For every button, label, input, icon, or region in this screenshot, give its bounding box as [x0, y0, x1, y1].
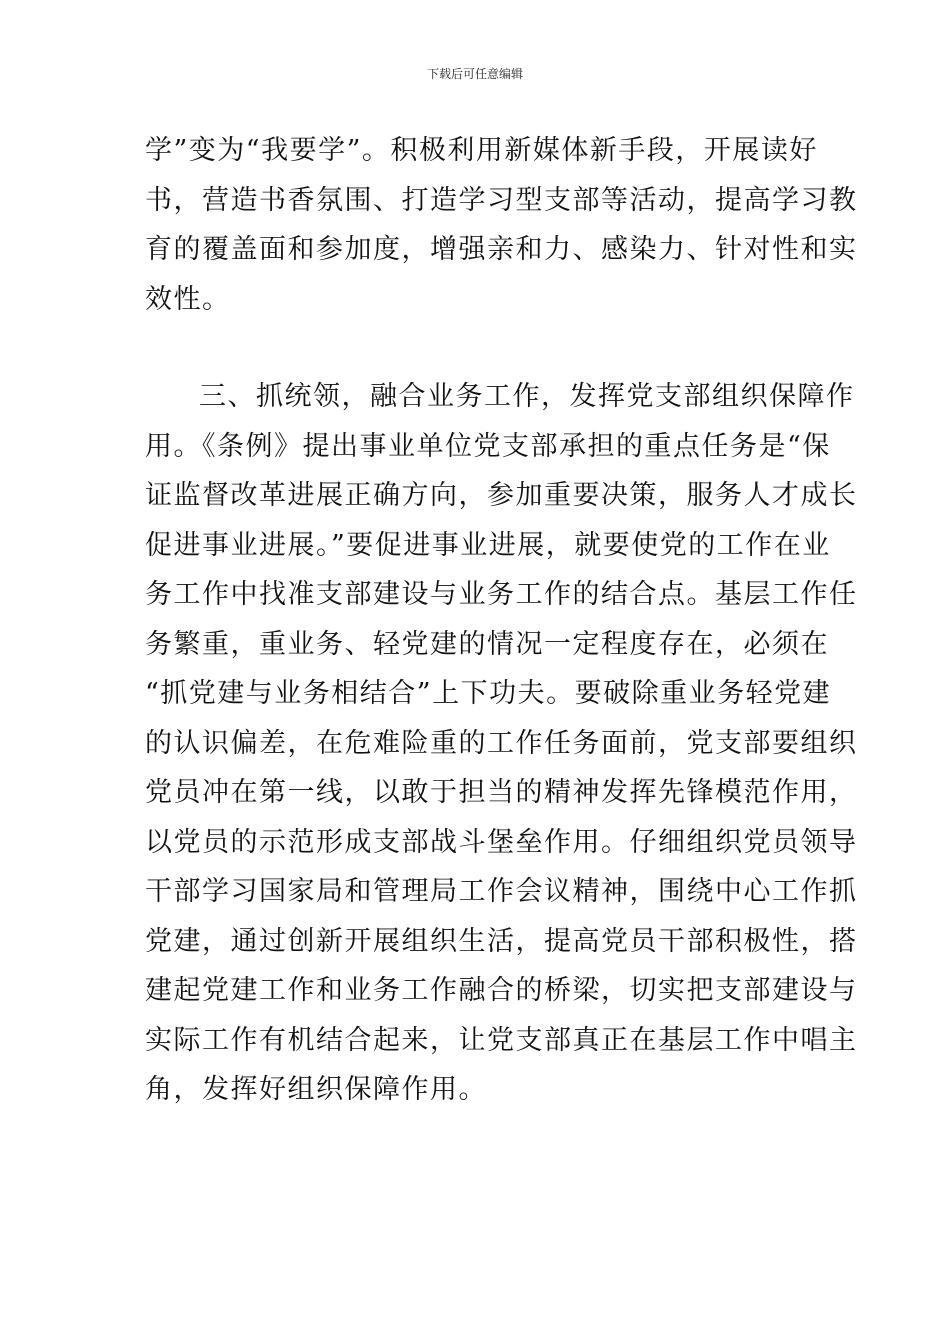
paragraph-line: 党员冲在第一线，以敢于担当的精神发挥先锋模范作用，	[145, 777, 858, 808]
paragraph-line: 证监督改革进展正确方向，参加重要决策，服务人才成长	[145, 480, 858, 511]
paragraph-1	[145, 126, 858, 324]
paragraph-line: 务繁重，重业务、轻党建的情况一定程度存在，必须在	[145, 628, 829, 660]
paragraph-line: 实际工作有机结合起来，让党支部真正在基层工作中唱主	[145, 1024, 858, 1056]
paragraph-line: 党建，通过创新开展组织生活，提高党员干部积极性，搭	[145, 925, 858, 957]
paragraph-line: 育的覆盖面和参加度，增强亲和力、感染力、针对性和实	[145, 234, 858, 265]
paragraph-line: 促进事业进展。”要促进事业进展，就要使党的工作在业	[145, 529, 831, 561]
paragraph-line: 务工作中找准支部建设与业务工作的结合点。基层工作任	[145, 579, 858, 610]
paragraph-2	[145, 372, 858, 1115]
paragraph-line: 学”变为“我要学”。积极利用新媒体新手段，开展读好	[145, 135, 818, 166]
paragraph-line: 用。《条例》提出事业单位党支部承担的重点任务是“保	[145, 430, 831, 462]
paragraph-line: 的认识偏差，在危难险重的工作任务面前，党支部要组织	[145, 727, 858, 759]
paragraph-line: 效性。	[145, 283, 231, 315]
paragraph-line: 三、抓统领，融合业务工作，发挥党支部组织保障作	[199, 381, 855, 412]
paragraph-line: 建起党建工作和业务工作融合的桥梁，切实把支部建设与	[145, 975, 858, 1006]
paragraph-line: “抓党建与业务相结合”上下功夫。要破除重业务轻党建	[145, 678, 832, 709]
page-header: 下载后可任意编辑	[426, 67, 523, 81]
paragraph-line: 书，营造书香氛围、打造学习型支部等活动，提高学习教	[145, 184, 858, 216]
paragraph-line: 干部学习国家局和管理局工作会议精神，围绕中心工作抓	[145, 876, 858, 907]
paragraph-line: 以党员的示范形成支部战斗堡垒作用。仔细组织党员领导	[145, 826, 858, 858]
paragraph-line: 角，发挥好组织保障作用。	[145, 1074, 487, 1105]
